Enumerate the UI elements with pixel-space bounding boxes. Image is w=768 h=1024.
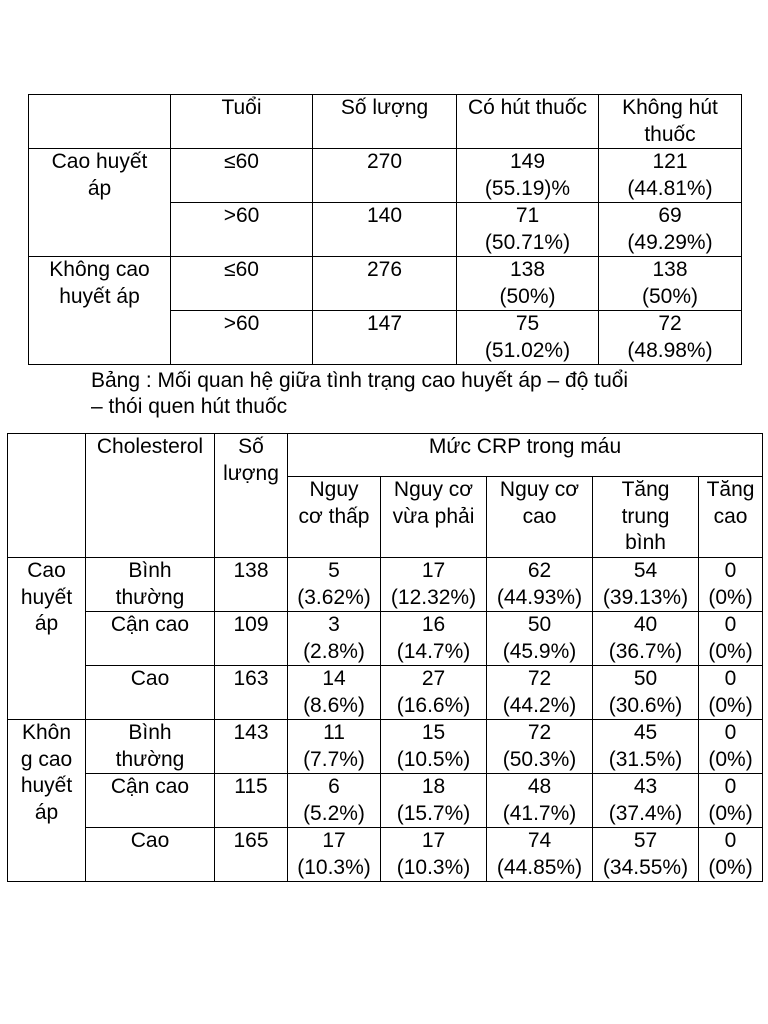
- crp-level-header-line: Tăng: [621, 478, 670, 501]
- group-label: [8, 558, 86, 720]
- age-cell-line: >60: [223, 312, 260, 335]
- empty-header-cell: [8, 434, 86, 558]
- crp-value-cell-line: 17: [322, 829, 346, 852]
- count-cell-line: 276: [366, 258, 403, 281]
- crp-cholesterol-table-body: [8, 434, 763, 882]
- crp-level-header-line: cao: [713, 504, 748, 528]
- crp-level-header: [593, 477, 699, 558]
- age-cell: [171, 149, 313, 203]
- crp-value-cell-line: 16: [421, 613, 446, 636]
- smoker-cell: [457, 311, 599, 365]
- crp-value-cell-line: 48: [527, 775, 552, 798]
- table-row: [8, 612, 763, 666]
- crp-value-cell-line: 15: [421, 721, 446, 744]
- cholesterol-cell-line: Bình: [128, 721, 172, 744]
- header-row: [29, 95, 742, 149]
- table-row: [8, 666, 763, 720]
- crp-value-cell-line: 17: [421, 559, 446, 582]
- crp-value-cell: [288, 720, 381, 774]
- count-cell-line: 115: [234, 775, 268, 798]
- crp-value-cell-line: 72: [527, 667, 552, 690]
- crp-value-cell: [487, 774, 593, 828]
- group-label: [29, 257, 171, 365]
- group-label-line: áp: [34, 612, 59, 635]
- table-row: [8, 774, 763, 828]
- crp-value-cell-line: 18: [421, 775, 446, 798]
- crp-value-cell: [593, 666, 699, 720]
- crp-level-header-line: cao: [522, 504, 557, 528]
- crp-value-cell: [699, 666, 763, 720]
- group-label-line: Cao: [27, 559, 66, 582]
- age-cell-line: >60: [223, 204, 260, 227]
- group-label: [8, 720, 86, 882]
- table-row: [29, 149, 742, 203]
- cholesterol-cell: [86, 666, 215, 720]
- group-label-line: áp: [87, 176, 112, 200]
- header-cell: [599, 95, 742, 149]
- header-cell: [171, 95, 313, 149]
- non-smoker-cell: [599, 203, 742, 257]
- crp-header-line: Mức CRP trong máu: [428, 435, 622, 458]
- group-label-line: Không cao: [49, 258, 150, 281]
- crp-value-cell-line: (2.8%): [303, 639, 365, 663]
- count-cell: [313, 257, 457, 311]
- count-cell: [215, 828, 288, 882]
- cholesterol-cell: [86, 720, 215, 774]
- crp-value-cell: [288, 774, 381, 828]
- age-cell-line: ≤60: [224, 258, 259, 281]
- crp-value-cell-line: (41.7%): [502, 801, 577, 825]
- crp-value-cell-line: 45: [633, 721, 658, 744]
- non-smoker-cell-line: (48.98%): [627, 338, 713, 362]
- crp-level-header-line: bình: [625, 531, 666, 554]
- smoker-cell-line: (55.19)%: [484, 176, 571, 200]
- header-cell: [29, 95, 171, 149]
- count-cell-line: 140: [366, 204, 403, 227]
- cholesterol-cell-line: Cao: [130, 829, 170, 852]
- crp-value-cell: [593, 828, 699, 882]
- count-cell: [215, 612, 288, 666]
- non-smoker-cell: [599, 149, 742, 203]
- crp-value-cell-line: (44.85%): [496, 855, 583, 879]
- non-smoker-cell-line: 72: [658, 312, 682, 335]
- crp-value-cell: [381, 666, 487, 720]
- table-row: [29, 257, 742, 311]
- crp-value-cell-line: (0%): [708, 693, 753, 717]
- header-cell-line: Có hút thuốc: [467, 96, 588, 119]
- table-row: [8, 828, 763, 882]
- non-smoker-cell: [599, 311, 742, 365]
- group-label-line: Khôn: [21, 721, 72, 744]
- crp-value-cell: [487, 828, 593, 882]
- crp-value-cell-line: (10.3%): [396, 855, 471, 879]
- crp-level-header-line: Tăng: [706, 478, 755, 501]
- header-cell: [313, 95, 457, 149]
- crp-value-cell-line: (44.93%): [496, 585, 583, 609]
- table-row: [8, 720, 763, 774]
- group-label-line: áp: [34, 800, 59, 824]
- count-cell: [313, 311, 457, 365]
- crp-value-cell-line: 3: [328, 613, 340, 636]
- crp-value-cell-line: 50: [633, 667, 658, 690]
- crp-level-header-line: Nguy cơ: [499, 478, 580, 501]
- crp-value-cell-line: (30.6%): [608, 693, 683, 717]
- non-smoker-cell-line: (50%): [641, 284, 699, 308]
- smoker-cell-line: 149: [509, 150, 546, 173]
- crp-value-cell: [699, 558, 763, 612]
- non-smoker-cell-line: (49.29%): [627, 230, 713, 254]
- crp-value-cell-line: (16.6%): [396, 693, 471, 717]
- count-cell-line: 270: [366, 150, 403, 173]
- crp-value-cell-line: 0: [724, 667, 737, 690]
- count-cell-line: 163: [233, 667, 269, 690]
- caption-line-2: – thói quen hút thuốc: [91, 395, 288, 418]
- smoker-cell-line: 75: [515, 312, 540, 335]
- smoker-cell-line: 71: [515, 204, 540, 227]
- crp-value-cell: [288, 558, 381, 612]
- table-caption: [91, 368, 711, 420]
- header-cell-line: Không hút: [622, 96, 718, 119]
- crp-level-header-line: Nguy cơ: [393, 478, 474, 501]
- non-smoker-cell-line: 121: [652, 150, 688, 173]
- crp-value-cell-line: 57: [633, 829, 658, 852]
- cholesterol-cell-line: Cận cao: [110, 613, 190, 636]
- non-smoker-cell-line: 69: [658, 204, 682, 227]
- crp-value-cell-line: (12.32%): [390, 585, 477, 609]
- crp-value-cell-line: 5: [328, 559, 340, 582]
- crp-value-cell-line: (39.13%): [602, 585, 689, 609]
- age-cell: [171, 311, 313, 365]
- crp-value-cell: [699, 828, 763, 882]
- group-label-line: Cao huyết: [51, 150, 148, 173]
- smoker-cell: [457, 257, 599, 311]
- non-smoker-cell: [599, 257, 742, 311]
- crp-value-cell-line: (37.4%): [608, 801, 683, 825]
- crp-value-cell-line: 27: [421, 667, 446, 690]
- count-header-line: lượng: [223, 461, 279, 485]
- crp-level-header: [381, 477, 487, 558]
- crp-level-header-line: vừa phải: [392, 504, 475, 528]
- crp-value-cell-line: (0%): [708, 855, 753, 879]
- crp-value-cell-line: 54: [633, 559, 658, 582]
- crp-value-cell-line: (0%): [708, 801, 753, 825]
- cholesterol-cell-line: Cao: [130, 667, 170, 690]
- non-smoker-cell-line: (44.81%): [627, 176, 713, 200]
- count-cell: [215, 720, 288, 774]
- header-cell-line: Tuổi: [221, 96, 262, 119]
- smoker-cell-line: (50.71%): [484, 230, 571, 254]
- crp-level-header: [699, 477, 763, 558]
- cholesterol-cell: [86, 828, 215, 882]
- cholesterol-cell-line: Bình: [128, 559, 172, 582]
- crp-value-cell-line: (44.2%): [502, 693, 577, 717]
- crp-value-cell-line: (15.7%): [396, 801, 471, 825]
- crp-value-cell-line: 17: [421, 829, 446, 852]
- crp-level-header: [288, 477, 381, 558]
- crp-value-cell-line: (14.7%): [396, 639, 471, 663]
- cholesterol-cell-line: thường: [115, 747, 185, 771]
- crp-value-cell-line: 0: [724, 559, 737, 582]
- crp-level-header-line: trung: [621, 504, 670, 528]
- cholesterol-cell: [86, 612, 215, 666]
- header-cell: [457, 95, 599, 149]
- crp-cholesterol-table: [7, 433, 763, 882]
- count-header-line: Số: [238, 435, 264, 458]
- cholesterol-header-line: Cholesterol: [96, 435, 204, 458]
- count-header: [215, 434, 288, 558]
- crp-value-cell-line: 43: [633, 775, 658, 798]
- crp-value-cell-line: 50: [527, 613, 552, 636]
- table-row: [8, 558, 763, 612]
- crp-value-cell: [288, 828, 381, 882]
- crp-value-cell: [288, 612, 381, 666]
- crp-value-cell-line: 40: [633, 613, 658, 636]
- crp-value-cell-line: (0%): [708, 747, 753, 771]
- crp-value-cell: [288, 666, 381, 720]
- group-label-line: g cao: [20, 747, 73, 771]
- crp-value-cell-line: 62: [527, 559, 552, 582]
- crp-level-header-line: Nguy: [309, 478, 359, 501]
- crp-value-cell: [487, 720, 593, 774]
- crp-value-cell-line: (0%): [708, 585, 753, 609]
- header-cell-line: thuốc: [644, 122, 696, 146]
- group-label-line: huyết: [20, 774, 73, 797]
- crp-value-cell-line: (5.2%): [303, 801, 365, 825]
- crp-value-cell: [593, 774, 699, 828]
- count-cell: [313, 203, 457, 257]
- crp-value-cell: [699, 720, 763, 774]
- crp-value-cell-line: (36.7%): [608, 639, 683, 663]
- crp-level-header-line: cơ thấp: [298, 504, 370, 528]
- crp-value-cell-line: (3.62%): [297, 585, 371, 609]
- crp-value-cell-line: 0: [724, 775, 737, 798]
- count-cell: [215, 774, 288, 828]
- cholesterol-cell-line: thường: [115, 585, 185, 609]
- smoker-cell-line: (51.02%): [484, 338, 571, 362]
- count-cell-line: 165: [233, 829, 269, 852]
- smoker-cell-line: (50%): [499, 284, 556, 308]
- age-cell: [171, 203, 313, 257]
- crp-value-cell-line: 72: [527, 721, 552, 744]
- crp-value-cell-line: (10.3%): [297, 855, 371, 879]
- crp-header: [288, 434, 763, 477]
- crp-value-cell: [381, 612, 487, 666]
- crp-value-cell-line: 14: [322, 667, 346, 690]
- crp-value-cell-line: 0: [724, 829, 737, 852]
- cholesterol-cell: [86, 558, 215, 612]
- smoker-cell: [457, 149, 599, 203]
- group-label: [29, 149, 171, 257]
- crp-value-cell: [487, 612, 593, 666]
- caption-line-1: Bảng : Mối quan hệ giữa tình trạng cao huyết áp – độ tuổi: [91, 369, 629, 392]
- crp-value-cell: [381, 558, 487, 612]
- crp-value-cell: [699, 612, 763, 666]
- count-cell-line: 143: [233, 721, 269, 744]
- crp-value-cell-line: (7.7%): [303, 747, 365, 771]
- crp-value-cell-line: (8.6%): [303, 693, 365, 717]
- age-cell: [171, 257, 313, 311]
- crp-value-cell-line: 0: [724, 721, 737, 744]
- crp-value-cell: [593, 720, 699, 774]
- crp-value-cell-line: 74: [527, 829, 552, 852]
- count-cell: [215, 666, 288, 720]
- crp-value-cell-line: 6: [328, 775, 340, 798]
- cholesterol-cell-line: Cận cao: [110, 775, 190, 798]
- group-label-line: huyết áp: [59, 284, 140, 308]
- crp-value-cell: [487, 558, 593, 612]
- count-cell-line: 147: [366, 312, 403, 335]
- crp-value-cell-line: (45.9%): [502, 639, 577, 663]
- count-cell-line: 138: [233, 559, 269, 582]
- cholesterol-cell: [86, 774, 215, 828]
- non-smoker-cell-line: 138: [652, 258, 688, 281]
- crp-value-cell-line: (0%): [708, 639, 753, 663]
- count-cell: [215, 558, 288, 612]
- crp-value-cell: [593, 558, 699, 612]
- header-cell-line: Số lượng: [340, 96, 429, 119]
- crp-value-cell-line: (34.55%): [602, 855, 689, 879]
- cholesterol-header: [86, 434, 215, 558]
- crp-value-cell-line: (31.5%): [608, 747, 683, 771]
- smoking-age-table: [28, 94, 742, 365]
- crp-value-cell: [381, 828, 487, 882]
- smoker-cell: [457, 203, 599, 257]
- smoking-age-table-body: [29, 95, 742, 365]
- crp-value-cell: [699, 774, 763, 828]
- crp-value-cell: [593, 612, 699, 666]
- crp-value-cell-line: 0: [724, 613, 737, 636]
- smoker-cell-line: 138: [509, 258, 546, 281]
- crp-value-cell: [381, 774, 487, 828]
- crp-value-cell: [381, 720, 487, 774]
- count-cell-line: 109: [233, 613, 269, 636]
- crp-level-header: [487, 477, 593, 558]
- crp-value-cell-line: (50.3%): [502, 747, 577, 771]
- crp-value-cell: [487, 666, 593, 720]
- crp-value-cell-line: (10.5%): [396, 747, 471, 771]
- age-cell-line: ≤60: [224, 150, 259, 173]
- header-row: [8, 434, 763, 477]
- crp-value-cell-line: 11: [323, 721, 345, 744]
- count-cell: [313, 149, 457, 203]
- group-label-line: huyết: [20, 585, 73, 609]
